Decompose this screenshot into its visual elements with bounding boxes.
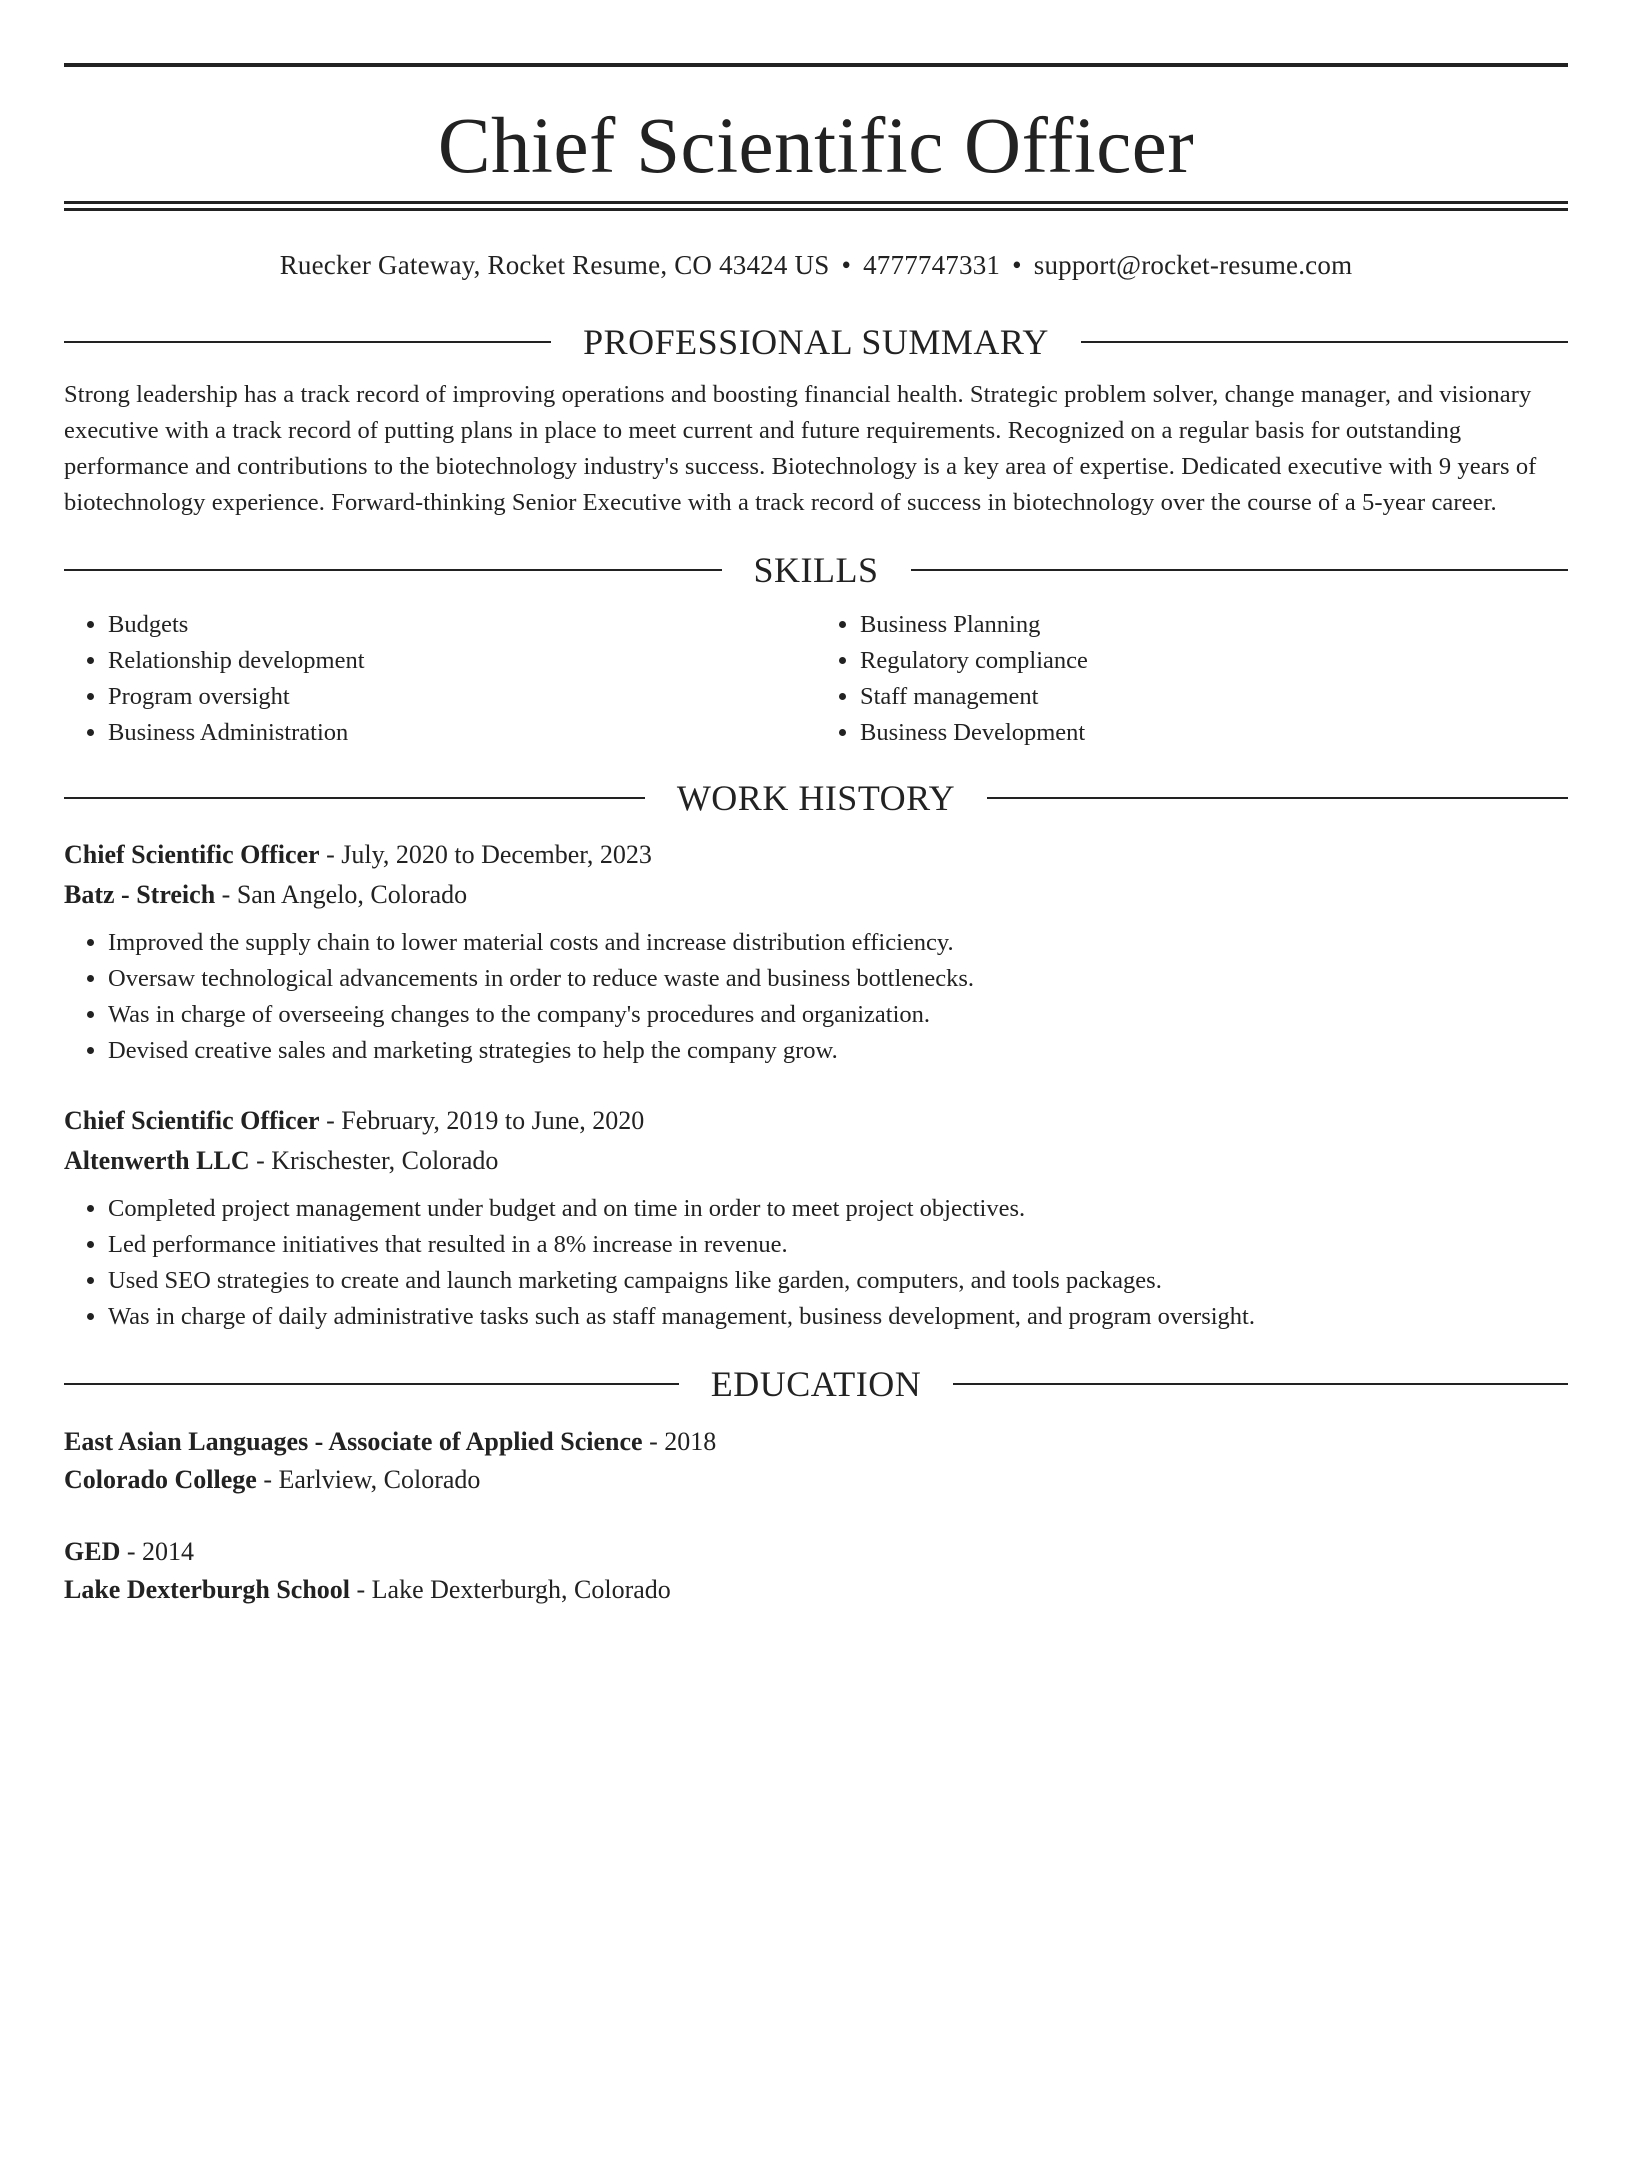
skills-column-right <box>816 607 1568 751</box>
job-title: Chief Scientific Officer <box>64 840 320 869</box>
skill-item: • Budgets <box>108 607 816 643</box>
education-degree-line <box>64 1533 1568 1571</box>
header-top-rule <box>64 63 1568 67</box>
education-school: Colorado College <box>64 1465 257 1494</box>
contact-separator: • <box>1012 250 1022 280</box>
contact-address: Ruecker Gateway, Rocket Resume, CO 43424 US <box>279 250 830 280</box>
contact-phone: 4777747331 <box>863 250 1001 280</box>
section-title: WORK HISTORY <box>676 778 956 818</box>
job-company-line <box>64 1141 1568 1181</box>
heading-rule-right <box>987 797 1568 799</box>
section-title: PROFESSIONAL SUMMARY <box>583 322 1049 362</box>
education-entry <box>64 1423 1568 1499</box>
job-bullets <box>64 1191 1568 1335</box>
education-year: - 2014 <box>120 1537 195 1566</box>
skill-item: • Relationship development <box>108 643 816 679</box>
job-location: - Krischester, Colorado <box>249 1146 499 1175</box>
skill-item: • Staff management <box>860 679 1568 715</box>
job-bullet: • Improved the supply chain to lower material costs and increase distribution efficiency. <box>108 925 1568 961</box>
job-title: Chief Scientific Officer <box>64 1106 320 1135</box>
skill-item: • Business Planning <box>860 607 1568 643</box>
job-title-line <box>64 835 1568 875</box>
section-heading-work <box>64 775 1568 821</box>
education-degree: GED <box>64 1537 121 1566</box>
education-location: - Earlview, Colorado <box>256 1465 481 1494</box>
job-dates: - February, 2019 to June, 2020 <box>319 1106 645 1135</box>
education-degree-line <box>64 1423 1568 1461</box>
job-bullet: • Was in charge of overseeing changes to the company's procedures and organization. <box>108 997 1568 1033</box>
job-bullet: • Devised creative sales and marketing strategies to help the company grow. <box>108 1033 1568 1069</box>
education-entry <box>64 1533 1568 1609</box>
education-year: - 2018 <box>642 1427 717 1456</box>
resume-title: Chief Scientific Officer <box>437 103 1195 190</box>
job-dates: - July, 2020 to December, 2023 <box>319 840 652 869</box>
job-company: Altenwerth LLC <box>64 1146 250 1175</box>
heading-rule-right <box>1081 341 1568 343</box>
job-title-line <box>64 1101 1568 1141</box>
contact-email: support@rocket-resume.com <box>1033 250 1353 280</box>
job-bullets <box>64 925 1568 1069</box>
header-double-rule <box>64 201 1568 211</box>
education-degree: East Asian Languages - Associate of Applied Science <box>64 1427 643 1456</box>
skills-grid <box>64 607 1568 751</box>
job-company: Batz - Streich <box>64 880 216 909</box>
job-bullet: • Oversaw technological advancements in order to reduce waste and business bottlenecks. <box>108 961 1568 997</box>
skills-column-left <box>64 607 816 751</box>
heading-rule-right <box>911 569 1569 571</box>
skill-item: • Regulatory compliance <box>860 643 1568 679</box>
education-school: Lake Dexterburgh School <box>64 1575 350 1604</box>
skill-item: • Business Administration <box>108 715 816 751</box>
job-entry <box>64 1101 1568 1335</box>
resume-page <box>0 63 1632 2175</box>
section-heading-education <box>64 1361 1568 1407</box>
skill-item: • Business Development <box>860 715 1568 751</box>
heading-rule-left <box>64 569 722 571</box>
job-entry <box>64 835 1568 1069</box>
section-heading-skills <box>64 547 1568 593</box>
heading-rule-left <box>64 797 645 799</box>
heading-rule-right <box>953 1383 1568 1385</box>
job-bullet: • Used SEO strategies to create and launch marketing campaigns like garden, computers, and tools packages. <box>108 1263 1568 1299</box>
summary-text: Strong leadership has a track record of improving operations and boosting financial health. Strategic problem solver, change manager, and visionary executive with a track record of putting plans in place to meet current and future requirements. Recognized on a regular basis for outstanding performance and contributions to the biotechnology industry's success. Biotechnology is a key area of expertise. Dedicated executive with 9 years of biotechnology experience. Forward-thinking Senior Executive with a track record of success in biotechnology over the course of a 5-year career. <box>64 381 1537 516</box>
job-company-line <box>64 875 1568 915</box>
section-heading-summary <box>64 319 1568 365</box>
skill-item: • Program oversight <box>108 679 816 715</box>
contact-line <box>64 245 1568 285</box>
job-bullet: • Was in charge of daily administrative tasks such as staff management, business development, and program oversight. <box>108 1299 1568 1335</box>
job-location: - San Angelo, Colorado <box>215 880 468 909</box>
job-bullet: • Completed project management under budget and on time in order to meet project objectives. <box>108 1191 1568 1227</box>
education-school-line <box>64 1571 1568 1609</box>
education-location: - Lake Dexterburgh, Colorado <box>350 1575 671 1604</box>
job-bullet: • Led performance initiatives that resulted in a 8% increase in revenue. <box>108 1227 1568 1263</box>
heading-rule-left <box>64 341 551 343</box>
heading-rule-left <box>64 1383 679 1385</box>
section-title: SKILLS <box>753 550 879 590</box>
contact-separator: • <box>841 250 852 280</box>
section-title: EDUCATION <box>710 1364 922 1404</box>
education-school-line <box>64 1461 1568 1499</box>
